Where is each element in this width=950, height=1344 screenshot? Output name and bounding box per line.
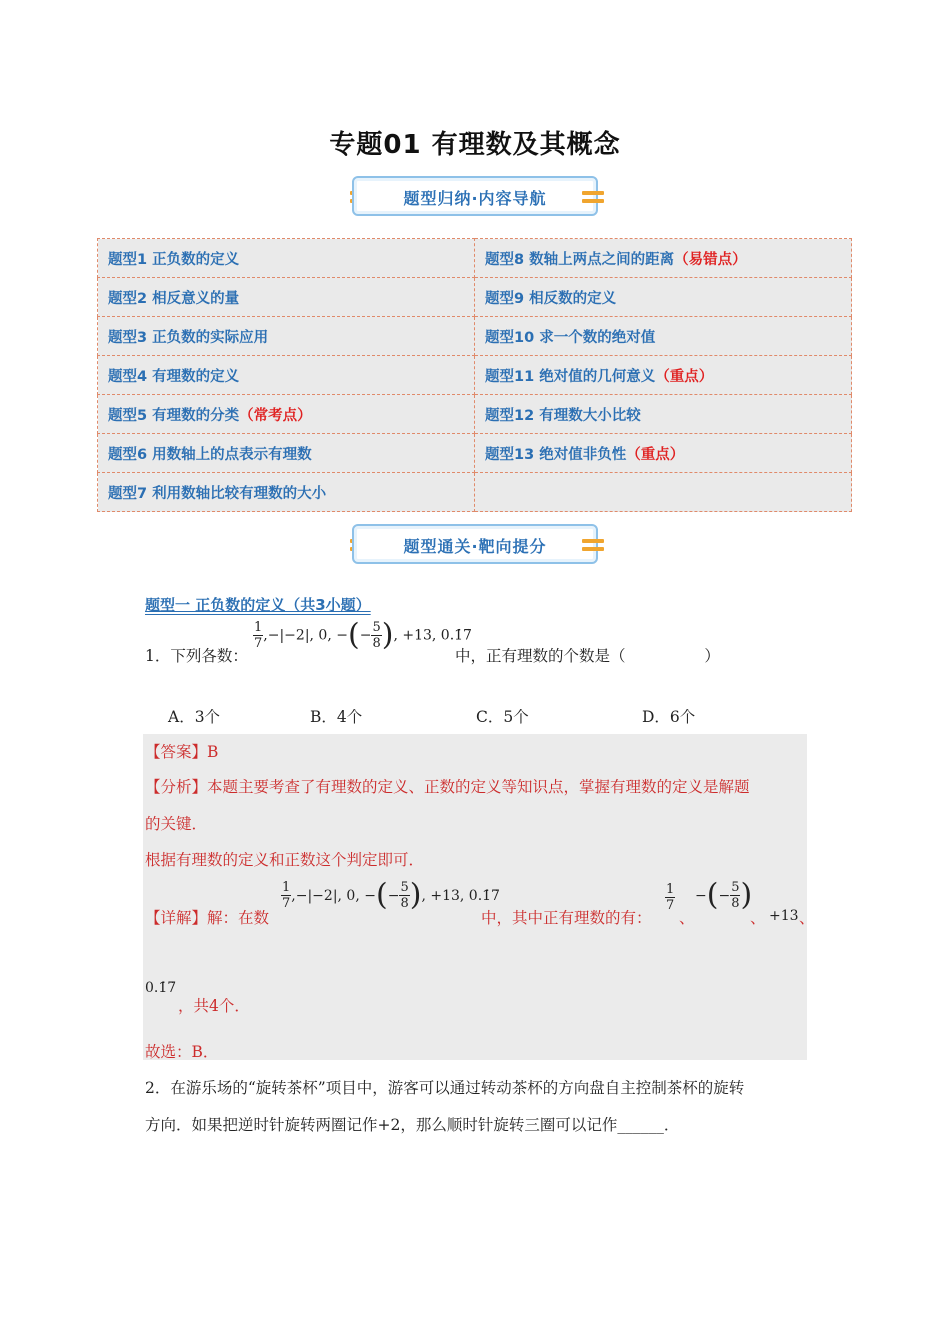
equals-ornament-icon [582, 538, 604, 552]
topic-cell-right[interactable] [475, 239, 852, 278]
topic-row [98, 239, 852, 278]
detail-total: ，共4个． [178, 997, 250, 1015]
topic-cell-right[interactable] [475, 278, 852, 317]
topic-cell-left[interactable] [98, 434, 475, 473]
section-heading: 题型一 正负数的定义（共3小题） [145, 596, 371, 614]
topic-tag: （常考点） [239, 407, 312, 424]
topic-cell-right[interactable] [475, 317, 852, 356]
q1-suffix: 中，正有理数的个数是（ ） [455, 647, 720, 665]
option-a[interactable]: A．3个 [168, 708, 221, 726]
fraction: $\frac{1}{7}$ [254, 620, 263, 651]
detail-plus-13: +13 [769, 908, 799, 924]
answer-line: 【答案】B [145, 743, 219, 761]
topic-row [98, 473, 852, 512]
topic-cell-left[interactable] [98, 356, 475, 395]
topic-label: 题型7 利用数轴比较有理数的大小 [108, 485, 327, 502]
practice-banner [352, 524, 598, 564]
topic-tag: （重点） [655, 368, 714, 385]
detail-expression: $\frac{1}{7}$ ,−|−2|, 0, −(− $\frac{5}{8}$ ), +13, 0.1̇7̇ [282, 877, 500, 913]
detail-frac-one-seventh: $\frac{1}{7}$ [666, 882, 675, 913]
topic-cell-right[interactable] [475, 356, 852, 395]
topic-cell-left[interactable] [98, 317, 475, 356]
topic-row [98, 395, 852, 434]
topic-label: 题型10 求一个数的绝对值 [485, 329, 656, 346]
topic-tag: （重点） [626, 446, 685, 463]
fraction: $\frac{5}{8}$ [400, 880, 409, 911]
option-d[interactable]: D．6个 [642, 708, 696, 726]
equals-ornament-icon [582, 190, 604, 204]
option-b[interactable]: B．4个 [310, 708, 363, 726]
option-c[interactable]: C．5个 [476, 708, 529, 726]
topic-row [98, 317, 852, 356]
topic-label: 题型1 正负数的定义 [108, 251, 240, 268]
conclusion: 故选：B． [145, 1043, 219, 1061]
separator: 、 [679, 909, 695, 927]
toc-banner [352, 176, 598, 216]
topic-cell-left[interactable] [98, 278, 475, 317]
topic-label: 题型2 相反意义的量 [108, 290, 240, 307]
topic-cell-right[interactable] [475, 434, 852, 473]
detail-decimal: 0.1̇7̇ [145, 980, 177, 996]
topic-label: 题型9 相反数的定义 [485, 290, 617, 307]
topic-tag: （易错点） [674, 251, 747, 268]
analysis-line-2: 的关键． [145, 815, 208, 833]
analysis-line-1: 【分析】本题主要考查了有理数的定义、正数的定义等知识点，掌握有理数的定义是解题 [145, 778, 750, 796]
page-title: 专题01 有理数及其概念 [329, 130, 621, 160]
topic-cell-left[interactable] [98, 473, 475, 512]
topic-label: 题型6 用数轴上的点表示有理数 [108, 446, 312, 463]
topic-row [98, 356, 852, 395]
question-2-line-1: 2．在游乐场的“旋转茶杯”项目中，游客可以通过转动茶杯的方向盘自主控制茶杯的旋转 [145, 1079, 745, 1097]
q1-prefix: 1．下列各数： [145, 647, 248, 665]
topic-row [98, 434, 852, 473]
topic-label: 题型3 正负数的实际应用 [108, 329, 269, 346]
topic-cell-left[interactable] [98, 239, 475, 278]
topic-label: 题型4 有理数的定义 [108, 368, 240, 385]
topic-label: 题型8 数轴上两点之间的距离 [485, 251, 675, 268]
fraction: $\frac{1}{7}$ [282, 880, 291, 911]
detail-block [145, 877, 815, 940]
topic-row [98, 278, 852, 317]
topic-label: 题型12 有理数大小比较 [485, 407, 641, 424]
analysis-line-3: 根据有理数的定义和正数这个判定即可． [145, 851, 425, 869]
topic-cell-left[interactable] [98, 395, 475, 434]
practice-banner-text: 题型通关·靶向提分 [403, 537, 547, 556]
separator: 、 [799, 909, 815, 927]
topic-cell-right[interactable] [475, 395, 852, 434]
question-2-line-2: 方向．如果把逆时针旋转两圈记作+2，那么顺时针旋转三圈可以记作______． [145, 1116, 680, 1134]
detail-prefix: 【详解】解：在数 [145, 909, 270, 927]
topic-table [97, 238, 852, 512]
q1-expression: $\frac{1}{7}$ ,−|−2|, 0, −(− $\frac{5}{8}$ ), +13, 0.1̇7̇ [254, 617, 472, 653]
question-1 [145, 617, 825, 684]
topic-cell-right[interactable] [475, 473, 852, 512]
topic-label: 题型5 有理数的分类 [108, 407, 240, 424]
fraction: $\frac{5}{8}$ [372, 620, 381, 651]
detail-mid: 中，其中正有理数的有： [481, 909, 652, 927]
topic-label: 题型13 绝对值非负性 [485, 446, 627, 463]
topic-label: 题型11 绝对值的几何意义 [485, 368, 656, 385]
toc-banner-text: 题型归纳·内容导航 [403, 189, 547, 208]
separator: 、 [750, 909, 766, 927]
detail-neg-neg-5-8: −(− $\frac{5}{8}$ ) [695, 877, 753, 913]
